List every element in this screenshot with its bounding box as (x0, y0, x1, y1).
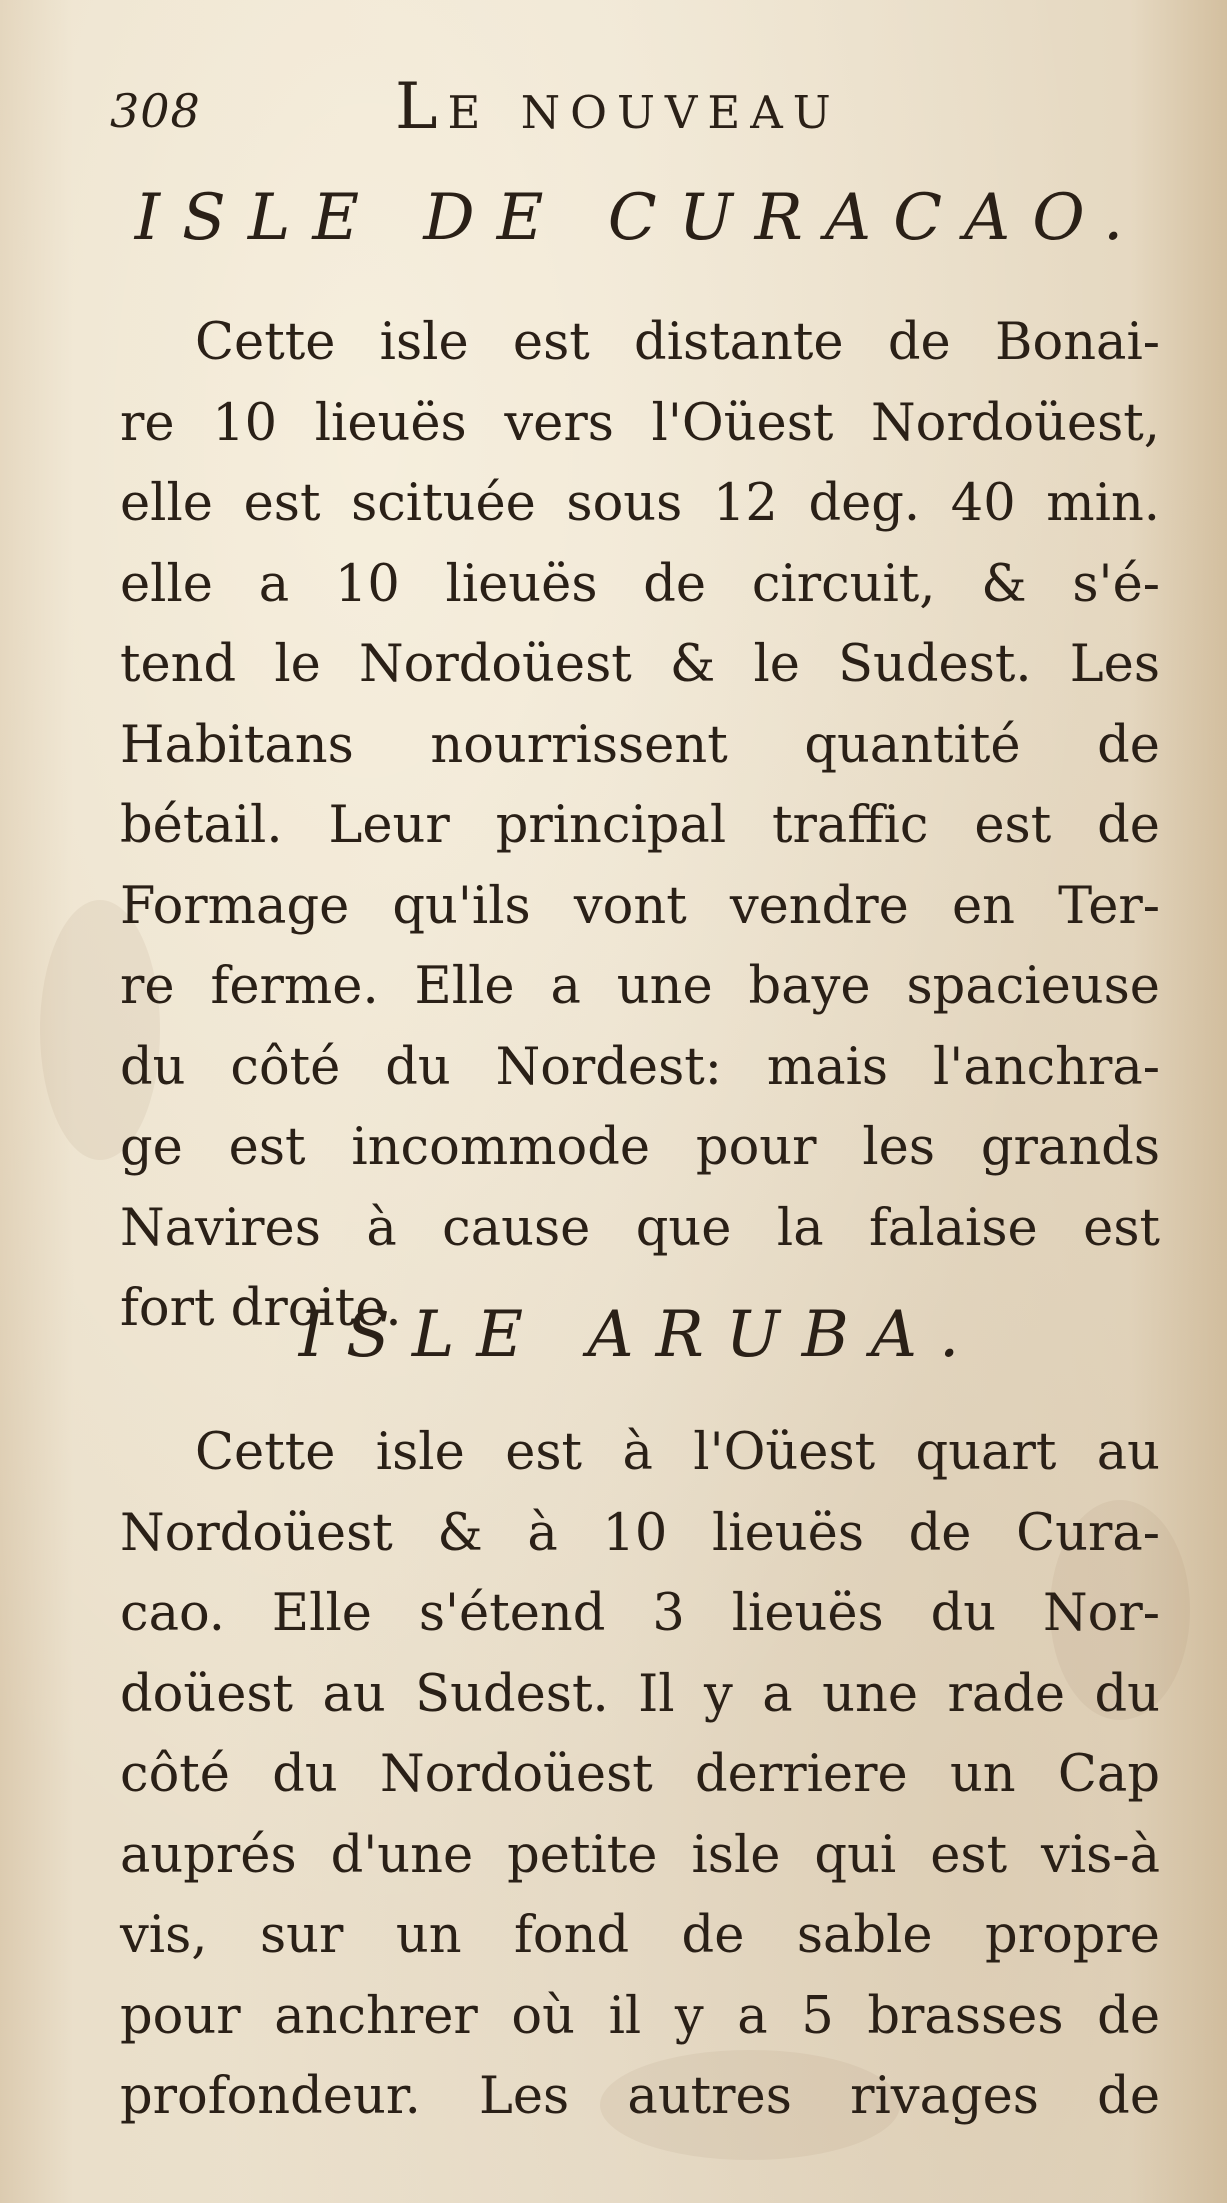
section-title: ISLE ARUBA. (298, 1298, 982, 1372)
page-number: 308 (110, 84, 201, 138)
text-line: re 10 lieuës vers l'Oüest Nordoüest, (120, 393, 1160, 453)
running-title: Le nouveau (395, 70, 841, 144)
text-line: cao. Elle s'étend 3 lieuës du Nor- (120, 1584, 1160, 1643)
text-line: elle a 10 lieuës de circuit, & s'é- (120, 554, 1160, 614)
text-line: Habitans nourrissent quantité de (120, 715, 1160, 775)
text-line: vis, sur un fond de sable propre (120, 1906, 1160, 1965)
page-header (110, 70, 1127, 160)
text-line: Formage qu'ils vont vendre en Ter- (120, 876, 1160, 936)
section-title: ISLE DE CURACAO. (134, 181, 1146, 255)
section-paragraph (120, 1413, 1160, 2138)
text-line: auprés d'une petite isle qui est vis-à (120, 1825, 1160, 1885)
section-aruba (120, 1285, 1160, 2138)
text-line: du côté du Nordest: mais l'anchra- (120, 1037, 1160, 1097)
section-curacao (120, 168, 1160, 1350)
text-line: côté du Nordoüest derriere un Cap (120, 1745, 1160, 1804)
text-line: fort droite. (120, 1279, 402, 1338)
text-line: profondeur. Les autres rivages de (120, 2067, 1160, 2126)
text-line: ge est incommode pour les grands (120, 1118, 1160, 1177)
text-line: Cette isle est distante de Bonai- (195, 313, 1160, 372)
text-line: pour anchrer où il y a 5 brasses de (120, 1986, 1160, 2046)
text-line: re ferme. Elle a une baye spacieuse (120, 957, 1160, 1016)
section-paragraph (120, 303, 1160, 1350)
text-line: Navires à cause que la falaise est (120, 1198, 1160, 1258)
text-line: tend le Nordoüest & le Sudest. Les (120, 635, 1160, 694)
text-line: elle est scituée sous 12 deg. 40 min. (120, 474, 1160, 533)
text-line: Cette isle est à l'Oüest quart au (195, 1423, 1160, 1482)
text-line: doüest au Sudest. Il y a une rade du (120, 1664, 1160, 1724)
text-line: Nordoüest & à 10 lieuës de Cura- (120, 1503, 1160, 1563)
text-line: bétail. Leur principal traffic est de (120, 796, 1160, 855)
